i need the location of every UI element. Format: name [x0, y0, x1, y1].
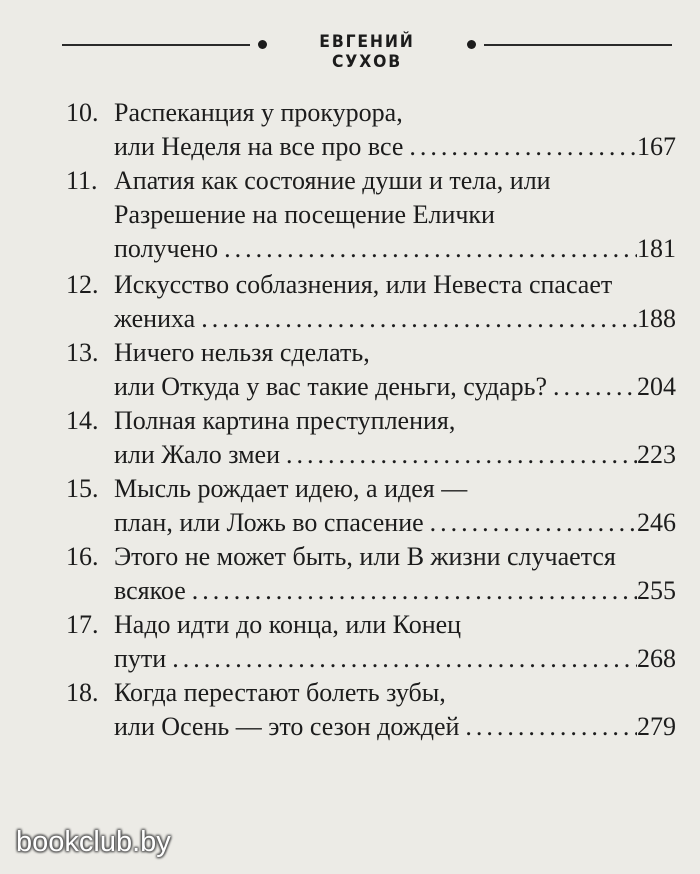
chapter-number: 17.: [66, 610, 99, 639]
chapter-title-line: план, или Ложь во спасение: [114, 508, 424, 537]
toc-entry: [66, 404, 676, 472]
chapter-title-line: или Осень — это сезон дождей: [114, 712, 460, 741]
header-rule-right: [484, 44, 672, 46]
page-number: 181: [637, 234, 676, 263]
chapter-number: 18.: [66, 678, 99, 707]
chapter-title-line: всякое: [114, 576, 186, 605]
chapter-title-line: Апатия как состояние души и тела, или: [114, 166, 551, 195]
dot-leader: [218, 232, 637, 266]
chapter-number: 12.: [66, 270, 99, 299]
chapter-title-line: или Неделя на все про все: [114, 132, 404, 161]
chapter-title-line: Когда перестают болеть зубы,: [114, 678, 446, 707]
dot-leader: [280, 438, 637, 472]
page-number: 268: [637, 644, 676, 673]
page-number: 188: [637, 304, 676, 333]
page-number: 167: [637, 132, 676, 161]
toc-entry: [66, 608, 676, 676]
page-number: 279: [637, 712, 676, 741]
chapter-title-line: Искусство соблазнения, или Невеста спасает: [114, 270, 613, 299]
toc-entry: [66, 336, 676, 404]
running-header: [62, 28, 672, 72]
dot-leader: [459, 710, 637, 744]
table-of-contents: [66, 96, 676, 744]
chapter-number: 15.: [66, 474, 99, 503]
toc-entry: [66, 268, 676, 336]
chapter-number: 11.: [66, 166, 98, 195]
page-number: 204: [637, 372, 676, 401]
chapter-title-line: Мысль рождает идею, а идея —: [114, 474, 468, 503]
chapter-title-line: получено: [114, 234, 219, 263]
chapter-title-line: пути: [114, 644, 167, 673]
chapter-title-line: Разрешение на посещение Елички: [114, 200, 495, 229]
header-rule-left: [62, 44, 250, 46]
header-author-name: ЕВГЕНИЙ СУХОВ: [319, 32, 415, 72]
dot-leader: [186, 574, 637, 608]
chapter-number: 10.: [66, 98, 99, 127]
chapter-number: 13.: [66, 338, 99, 367]
toc-entry: [66, 96, 676, 164]
dot-leader: [166, 642, 637, 676]
page-number: 223: [637, 440, 676, 469]
dot-leader: [424, 506, 637, 540]
chapter-number: 16.: [66, 542, 99, 571]
dot-leader: [403, 130, 637, 164]
chapter-title-line: жениха: [114, 304, 196, 333]
chapter-title-line: Полная картина преступления,: [114, 406, 456, 435]
header-bullet-left: [258, 40, 267, 49]
chapter-title-line: или Жало змеи: [114, 440, 281, 469]
toc-entry: [66, 676, 676, 744]
chapter-number: 14.: [66, 406, 99, 435]
chapter-title-line: Распеканция у прокурора,: [114, 98, 403, 127]
toc-entry: [66, 164, 676, 268]
chapter-title-line: Ничего нельзя сделать,: [114, 338, 370, 367]
toc-entry: [66, 540, 676, 608]
site-watermark: bookclub.by: [16, 826, 171, 858]
toc-entry: [66, 472, 676, 540]
chapter-title-line: или Откуда у вас такие деньги, сударь?: [114, 372, 547, 401]
dot-leader: [547, 370, 637, 404]
page-number: 255: [637, 576, 676, 605]
chapter-title-line: Этого не может быть, или В жизни случается: [114, 542, 616, 571]
chapter-title-line: Надо идти до конца, или Конец: [114, 610, 462, 639]
header-bullet-right: [467, 40, 476, 49]
page-number: 246: [637, 508, 676, 537]
dot-leader: [195, 302, 637, 336]
